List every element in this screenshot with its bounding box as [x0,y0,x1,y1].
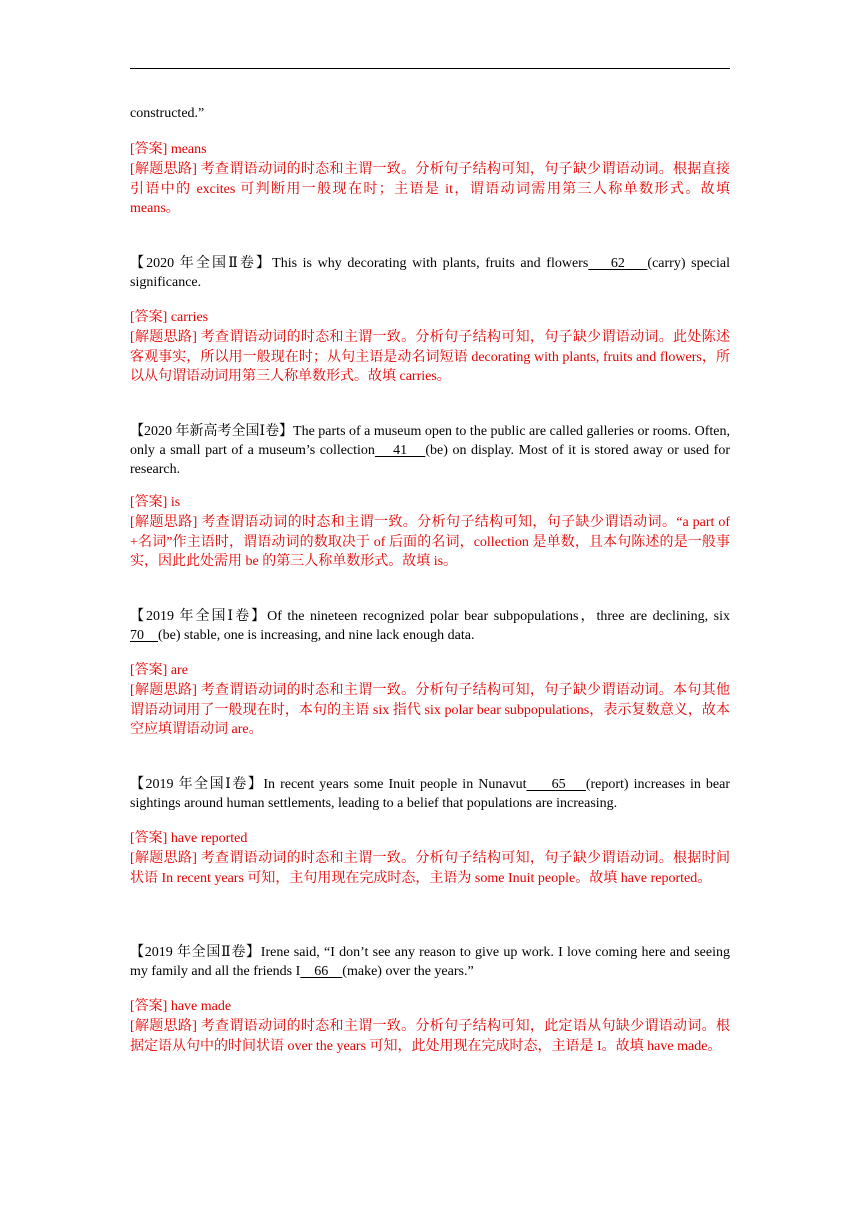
question-text-before: Irene said, “I don’t see any reason to give up work. I love coming here and seeing my family and all the friends I [130,945,731,979]
analysis-text: [解题思路] 考查谓语动词的时态和主谓一致。分析句子结构可知，句子缺少谓语动词。根据直接引语中的 excites 可判断用一般现在时；主语是 it，谓语动词需用第三人称单数形式。故填 means。 [130,162,730,216]
question [130,943,730,981]
question-blank: 65 [526,777,586,792]
answer-line: [答案] have reported [130,831,248,846]
question-blank: 62 [588,256,648,271]
question [130,254,730,292]
answer-line: [答案] means [130,142,207,157]
question [130,422,730,479]
header-rule [130,68,730,69]
question-source: 【2020 年新高考全国Ⅰ卷】 [130,424,294,439]
question-tail: constructed.” [130,106,205,121]
question-text-after: (carry) special significance. [130,256,730,290]
question-text-after: (report) increases in bear sightings around human settlements, leading to a belief that populations are increasing. [130,777,731,811]
question-text-after: (make) over the years.” [342,964,474,979]
answer-line: [答案] have made [130,999,232,1014]
question-text-before: This is why decorating with plants, fruits and flowers [272,256,589,271]
question-blank: 66 [300,964,343,979]
analysis-text: [解题思路] 考查谓语动词的时态和主谓一致。分析句子结构可知，此定语从句缺少谓语动词。根据定语从句中的时间状语 over the years 可知，此处用现在完成时态，主语是 I。故填 have made。 [130,1019,730,1054]
question [130,775,730,813]
question [130,607,730,645]
question-text-after: (be) stable, one is increasing, and nine lack enough data. [158,628,475,643]
analysis-text: [解题思路] 考查谓语动词的时态和主谓一致。分析句子结构可知，句子缺少谓语动词。根据时间状语 In recent years 可知，主句用现在完成时态，主语为 some Inuit people。故填 have reported。 [130,851,730,886]
question-source: 【2019 年全国Ⅰ卷】 [130,777,264,792]
question-text-before: In recent years some Inuit people in Nunavut [263,777,527,792]
analysis-text: [解题思路] 考查谓语动词的时态和主谓一致。分析句子结构可知，句子缺少谓语动词。“a part of +名词”作主语时，谓语动词的数取决于 of 后面的名词，collection 是单数，且本句陈述的是一般事实，因此此处需用 be 的第三人称单数形式。故填 is。 [130,515,730,569]
analysis-text: [解题思路] 考查谓语动词的时态和主谓一致。分析句子结构可知，句子缺少谓语动词。此处陈述客观事实，所以用一般现在时；从句主语是动名词短语 decorating with plants, fruits and flowers，所以从句谓语动词用第三人称单数形式。故填 carries。 [130,330,730,384]
question-blank: 41 [374,443,426,458]
answer-line: [答案] is [130,495,181,510]
question-blank: 70 [130,628,158,643]
question-source: 【2019 年全国Ⅰ卷】 [130,609,268,624]
question-source: 【2019 年全国Ⅱ卷】 [130,945,261,960]
analysis-text: [解题思路] 考查谓语动词的时态和主谓一致。分析句子结构可知，句子缺少谓语动词。本句其他谓语动词用了一般现在时，本句的主语 six 指代 six polar bear subpopulations，表示复数意义，故本空应填谓语动词 are。 [130,683,730,737]
question-source: 【2020 年全国Ⅱ卷】 [130,256,273,271]
question-text-after: (be) on display. Most of it is stored away or used for research. [130,443,730,477]
question-text-before: The parts of a museum open to the public are called galleries or rooms. Often, only a small part of a museum’s collection [130,424,730,458]
answer-line: [答案] carries [130,310,209,325]
answer-line: [答案] are [130,663,188,678]
question-text-before: Of the nineteen recognized polar bear subpopulations，three are declining, six [267,609,731,624]
